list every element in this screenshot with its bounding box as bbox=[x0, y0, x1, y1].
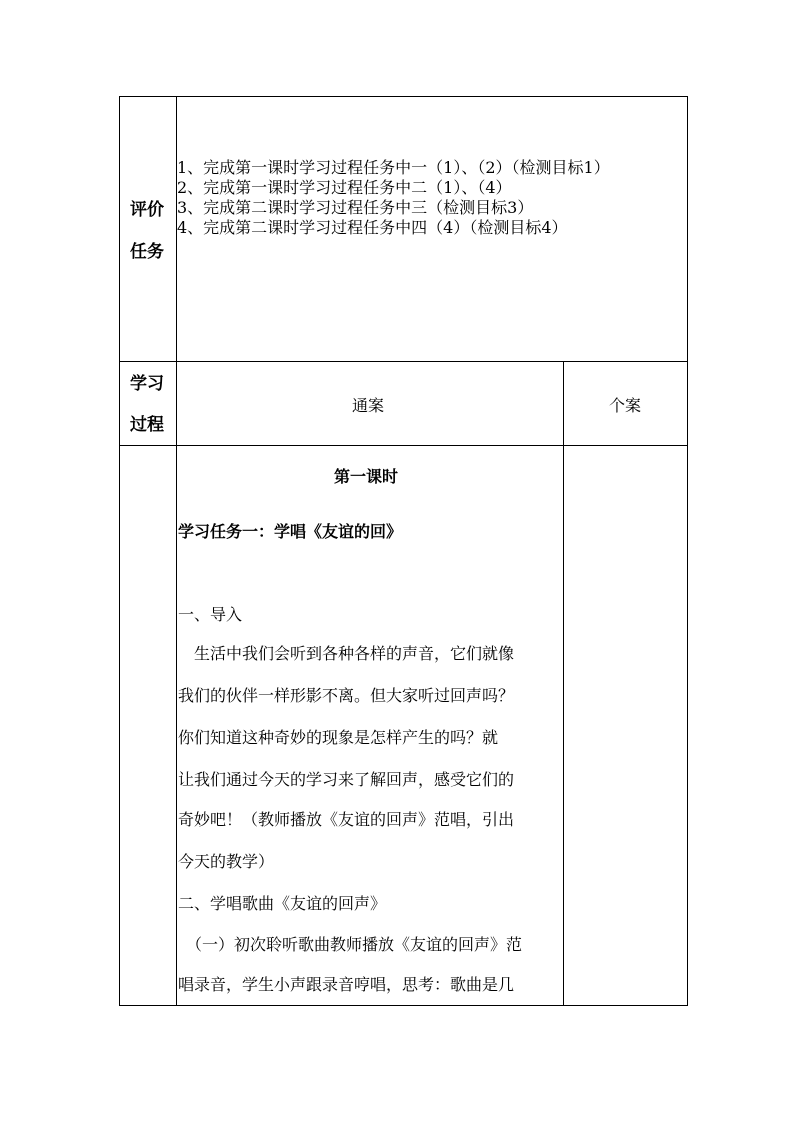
row-divider-header bbox=[119, 445, 688, 446]
process-label-line2: 过程 bbox=[130, 415, 164, 435]
intro-line-6: 今天的教学） bbox=[178, 852, 275, 871]
intro-line-4: 让我们通过今天的学习来了解回声，感受它们的 bbox=[178, 770, 515, 789]
section1-heading: 一、导入 bbox=[178, 605, 243, 624]
eval-label-line1: 评价 bbox=[130, 200, 164, 220]
step-line-1: （一）初次聆听歌曲教师播放《友谊的回声》范 bbox=[178, 935, 523, 954]
eval-item-3: 3、完成第二课时学习过程任务中三（检测目标3） bbox=[177, 198, 534, 217]
row-divider-eval bbox=[119, 361, 688, 362]
table-border-top bbox=[119, 96, 688, 97]
eval-label-line2: 任务 bbox=[130, 242, 164, 262]
intro-line-2: 我们的伙伴一样形影不离。但大家听过回声吗？ bbox=[178, 686, 515, 705]
individual-plan-header: 个案 bbox=[609, 396, 642, 415]
table-border-right bbox=[687, 96, 688, 1006]
table-border-left bbox=[119, 96, 120, 1006]
lesson-title: 第一课时 bbox=[334, 467, 399, 486]
process-label-line1: 学习 bbox=[130, 374, 164, 394]
step-line-2: 唱录音，学生小声跟录音哼唱，思考：歌曲是几 bbox=[178, 975, 515, 994]
task-heading: 学习任务一：学唱《友谊的回》 bbox=[178, 522, 403, 541]
section2-heading: 二、学唱歌曲《友谊的回声》 bbox=[178, 894, 387, 913]
intro-line-3: 你们知道这种奇妙的现象是怎样产生的吗？就 bbox=[178, 728, 499, 747]
intro-line-1: 生活中我们会听到各种各样的声音，它们就像 bbox=[178, 644, 515, 663]
table-border-bottom bbox=[119, 1005, 688, 1006]
eval-item-1: 1、完成第一课时学习过程任务中一（1）、（2）（检测目标1） bbox=[177, 158, 610, 177]
common-plan-header: 通案 bbox=[352, 396, 385, 415]
eval-item-4: 4、完成第二课时学习过程任务中四（4）（检测目标4） bbox=[177, 218, 568, 237]
plan-column-divider bbox=[563, 361, 564, 1006]
eval-item-2: 2、完成第一课时学习过程任务中二（1）、（4） bbox=[177, 178, 512, 197]
intro-line-5: 奇妙吧！（教师播放《友谊的回声》范唱，引出 bbox=[178, 810, 515, 829]
